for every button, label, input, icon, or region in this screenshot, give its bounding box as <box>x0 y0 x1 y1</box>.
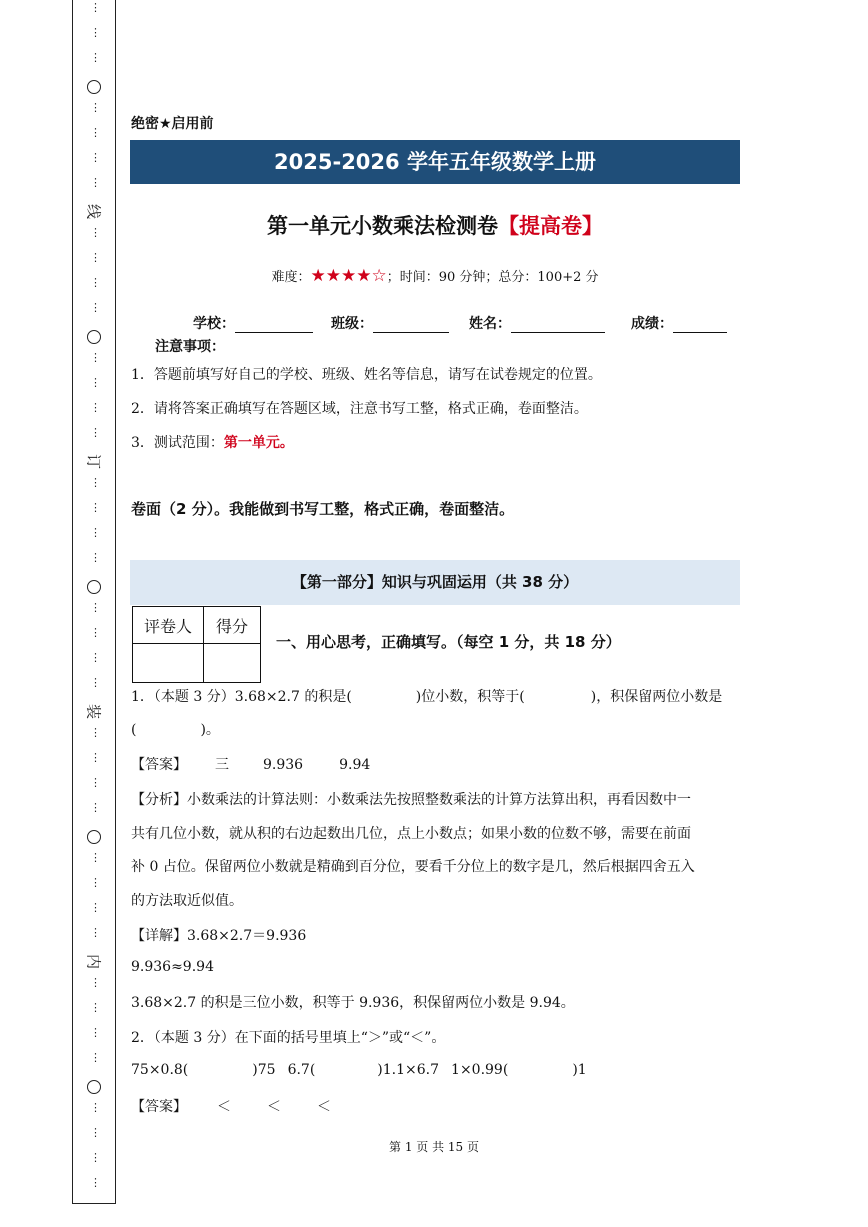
difficulty-label: 难度： <box>271 270 311 285</box>
section-one-title: 一、用心思考，正确填写。（每空 1 分，共 18 分） <box>276 633 621 651</box>
dotted-line-segment: ⋮ <box>90 151 101 164</box>
dotted-line-segment: ⋮ <box>90 676 101 689</box>
notice-heading: 注意事项： <box>155 339 225 355</box>
class-field <box>331 313 449 333</box>
dotted-line-segment: ⋮ <box>90 726 101 739</box>
dotted-line-segment: ⋮ <box>90 526 101 539</box>
binding-hole-icon <box>87 580 101 594</box>
empty-star-icon: ☆ <box>371 266 387 286</box>
dotted-line-segment: ⋮ <box>90 376 101 389</box>
name-label: 姓名： <box>469 316 511 332</box>
part-one-header: 【第一部分】知识与巩固运用（共 38 分） <box>130 560 740 605</box>
q2-answer-label: 【答案】 <box>131 1099 187 1115</box>
binding-margin <box>72 0 116 1204</box>
binding-char: 内 <box>84 953 103 969</box>
dotted-line-segment: ⋮ <box>90 301 101 314</box>
difficulty-stars <box>310 266 387 286</box>
grader-header: 评卷人 <box>133 607 204 644</box>
q1-detail-1: 【详解】3.68×2.7＝9.936 <box>131 928 307 944</box>
dotted-line-segment: ⋮ <box>90 276 101 289</box>
q1-detail-3: 3.68×2.7 的积是三位小数，积等于 9.936，积保留两位小数是 9.94。 <box>131 995 575 1011</box>
q2-expressions <box>131 1062 587 1078</box>
q1-answer-label: 【答案】 <box>131 757 187 773</box>
test-scope: 第一单元。 <box>223 435 294 451</box>
filled-star-icon: ★ <box>325 266 341 286</box>
meta-rest: ；时间：90 分钟；总分：100+2 分 <box>386 270 599 285</box>
q1-text-e: )。 <box>200 722 220 738</box>
name-blank[interactable] <box>511 318 605 333</box>
q1-text-d: ( <box>131 722 137 738</box>
dotted-line-segment: ⋮ <box>90 1101 101 1114</box>
school-field <box>193 313 313 333</box>
dotted-line-segment: ⋮ <box>90 876 101 889</box>
dotted-line-segment: ⋮ <box>90 601 101 614</box>
dotted-line-segment: ⋮ <box>90 1026 101 1039</box>
q1-text-a: 1．（本题 3 分）3.68×2.7 的积是( <box>131 689 352 705</box>
dotted-line-segment: ⋮ <box>90 1051 101 1064</box>
score-cell[interactable] <box>204 644 261 683</box>
dotted-line-segment: ⋮ <box>90 226 101 239</box>
binding-hole-icon <box>87 80 101 94</box>
question-1-line-2 <box>131 719 220 739</box>
filled-star-icon: ★ <box>310 266 326 286</box>
q1-text-c: )，积保留两位小数是 <box>590 689 723 705</box>
q1-answer-1: 三 <box>215 757 229 773</box>
dotted-line-segment: ⋮ <box>90 901 101 914</box>
dotted-line-segment: ⋮ <box>90 626 101 639</box>
notice-item-1: 1．答题前填写好自己的学校、班级、姓名等信息，请写在试卷规定的位置。 <box>131 367 602 383</box>
dotted-line-segment: ⋮ <box>90 251 101 264</box>
q1-text-b: )位小数，积等于( <box>415 689 525 705</box>
dotted-line-segment: ⋮ <box>90 1 101 14</box>
binding-column <box>73 0 115 1203</box>
q1-analysis-2: 共有几位小数，就从积的右边起数出几位，点上小数点；如果小数的位数不够，需要在前面 <box>131 826 691 842</box>
q2-expr-3-a: 1×0.99( <box>451 1062 509 1078</box>
score-blank[interactable] <box>673 318 727 333</box>
filled-star-icon: ★ <box>340 266 357 286</box>
q2-answer-3: ＜ <box>317 1099 331 1115</box>
dotted-line-segment: ⋮ <box>90 801 101 814</box>
top-secret-label: 绝密★启用前 <box>131 116 214 132</box>
score-field <box>631 313 727 333</box>
q2-expr-1-b: )75 <box>252 1062 276 1078</box>
q1-analysis-3: 补 0 占位。保留两位小数就是精确到百分位，要看千分位上的数字是几，然后根据四舍五入 <box>131 859 695 875</box>
page-footer: 第 1 页 共 15 页 <box>389 1140 479 1154</box>
q1-answer-2: 9.936 <box>263 757 304 773</box>
q2-answer-2: ＜ <box>267 1099 281 1115</box>
binding-char: 装 <box>84 703 103 719</box>
q1-answer <box>131 754 370 774</box>
binding-hole-icon <box>87 1080 101 1094</box>
q1-analysis-1: 【分析】小数乘法的计算法则：小数乘法先按照整数乘法的计算方法算出积，再看因数中一 <box>131 792 691 808</box>
q2-answer <box>131 1096 331 1116</box>
dotted-line-segment: ⋮ <box>90 501 101 514</box>
dotted-line-segment: ⋮ <box>90 1151 101 1164</box>
class-label: 班级： <box>331 316 373 332</box>
neatness-statement: 卷面（2 分）。我能做到书写工整，格式正确，卷面整洁。 <box>131 500 515 518</box>
question-2: 2．（本题 3 分）在下面的括号里填上“＞”或“＜”。 <box>131 1030 446 1046</box>
dotted-line-segment: ⋮ <box>90 126 101 139</box>
q1-answer-3: 9.94 <box>339 757 371 773</box>
grader-cell[interactable] <box>133 644 204 683</box>
q2-expr-3-b: )1 <box>572 1062 587 1078</box>
dotted-line-segment: ⋮ <box>90 851 101 864</box>
dotted-line-segment: ⋮ <box>90 976 101 989</box>
dotted-line-segment: ⋮ <box>90 401 101 414</box>
school-label: 学校： <box>193 316 235 332</box>
q2-expr-2-b: )1.1×6.7 <box>377 1062 440 1078</box>
q2-expr-2-a: 6.7( <box>287 1062 316 1078</box>
dotted-line-segment: ⋮ <box>90 351 101 364</box>
binding-char: 订 <box>84 453 103 469</box>
filled-star-icon: ★ <box>356 266 372 286</box>
dotted-line-segment: ⋮ <box>90 51 101 64</box>
title-tag: 【提高卷】 <box>498 214 603 238</box>
q1-analysis-4: 的方法取近似值。 <box>131 893 243 909</box>
q1-detail-2: 9.936≈9.94 <box>131 959 214 975</box>
notice-item-2: 2．请将答案正确填写在答题区域，注意书写工整，格式正确，卷面整洁。 <box>131 401 588 417</box>
class-blank[interactable] <box>373 318 449 333</box>
dotted-line-segment: ⋮ <box>90 176 101 189</box>
title-main: 第一单元小数乘法检测卷 <box>267 214 498 238</box>
exam-banner: 2025-2026 学年五年级数学上册 <box>130 140 740 184</box>
binding-char: 线 <box>84 203 103 219</box>
dotted-line-segment: ⋮ <box>90 751 101 764</box>
school-blank[interactable] <box>235 318 313 333</box>
dotted-line-segment: ⋮ <box>90 651 101 664</box>
dotted-line-segment: ⋮ <box>90 26 101 39</box>
score-table <box>132 606 261 683</box>
name-field <box>469 313 605 333</box>
binding-hole-icon <box>87 330 101 344</box>
q2-expr-1-a: 75×0.8( <box>131 1062 189 1078</box>
notice-item-3 <box>131 432 294 452</box>
question-1 <box>131 686 722 706</box>
dotted-line-segment: ⋮ <box>90 551 101 564</box>
binding-hole-icon <box>87 830 101 844</box>
score-label: 成绩： <box>631 316 673 332</box>
dotted-line-segment: ⋮ <box>90 101 101 114</box>
dotted-line-segment: ⋮ <box>90 926 101 939</box>
dotted-line-segment: ⋮ <box>90 1001 101 1014</box>
dotted-line-segment: ⋮ <box>90 476 101 489</box>
notice-item-3-label: 3．测试范围： <box>131 435 224 451</box>
exam-title <box>130 210 740 240</box>
dotted-line-segment: ⋮ <box>90 426 101 439</box>
dotted-line-segment: ⋮ <box>90 776 101 789</box>
dotted-line-segment: ⋮ <box>90 1126 101 1139</box>
dotted-line-segment: ⋮ <box>90 1176 101 1189</box>
exam-meta <box>130 266 740 286</box>
q2-answer-1: ＜ <box>217 1099 231 1115</box>
score-header: 得分 <box>204 607 261 644</box>
